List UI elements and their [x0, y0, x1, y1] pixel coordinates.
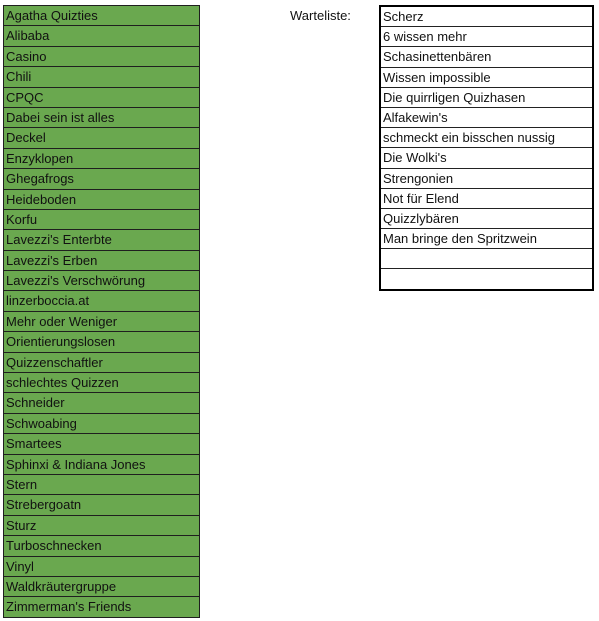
team-cell[interactable]: Enzyklopen [4, 149, 199, 169]
team-cell[interactable]: Heideboden [4, 190, 199, 210]
team-cell[interactable]: Stern [4, 475, 199, 495]
waitlist-cell[interactable] [381, 269, 592, 288]
team-cell[interactable]: Casino [4, 47, 199, 67]
team-cell[interactable]: Quizzenschaftler [4, 353, 199, 373]
waitlist-cell[interactable]: Not für Elend [381, 189, 592, 209]
team-cell[interactable]: Schneider [4, 393, 199, 413]
team-cell[interactable]: Deckel [4, 128, 199, 148]
team-cell[interactable]: Alibaba [4, 26, 199, 46]
waitlist-cell[interactable] [381, 249, 592, 269]
team-cell[interactable]: Strebergoatn [4, 495, 199, 515]
team-cell[interactable]: schlechtes Quizzen [4, 373, 199, 393]
team-cell[interactable]: Sturz [4, 516, 199, 536]
waitlist-label: Warteliste: [290, 8, 351, 23]
team-cell[interactable]: Lavezzi's Erben [4, 251, 199, 271]
team-cell[interactable]: Lavezzi's Enterbte [4, 230, 199, 250]
waitlist-cell[interactable]: Wissen impossible [381, 68, 592, 88]
team-cell[interactable]: Turboschnecken [4, 536, 199, 556]
waitlist-cell[interactable]: 6 wissen mehr [381, 27, 592, 47]
waitlist-cell[interactable]: Alfakewin's [381, 108, 592, 128]
team-cell[interactable]: Smartees [4, 434, 199, 454]
team-cell[interactable]: Orientierungslosen [4, 332, 199, 352]
team-cell[interactable]: Mehr oder Weniger [4, 312, 199, 332]
team-cell[interactable]: CPQC [4, 88, 199, 108]
waitlist-cell[interactable]: Schasinettenbären [381, 47, 592, 67]
team-cell[interactable]: Chili [4, 67, 199, 87]
team-cell[interactable]: Vinyl [4, 557, 199, 577]
waitlist-table [379, 5, 594, 291]
waitlist-cell[interactable]: Strengonien [381, 169, 592, 189]
waitlist-cell[interactable]: Die quirrligen Quizhasen [381, 88, 592, 108]
team-cell[interactable]: Sphinxi & Indiana Jones [4, 455, 199, 475]
waitlist-cell[interactable]: Quizzlybären [381, 209, 592, 229]
team-cell[interactable]: Agatha Quizties [4, 6, 199, 26]
team-cell[interactable]: Waldkräutergruppe [4, 577, 199, 597]
team-cell[interactable]: linzerboccia.at [4, 291, 199, 311]
team-cell[interactable]: Korfu [4, 210, 199, 230]
waitlist-cell[interactable]: Die Wolki's [381, 148, 592, 168]
team-cell[interactable]: Ghegafrogs [4, 169, 199, 189]
waitlist-cell[interactable]: Man bringe den Spritzwein [381, 229, 592, 249]
team-cell[interactable]: Lavezzi's Verschwörung [4, 271, 199, 291]
team-cell[interactable]: Schwoabing [4, 414, 199, 434]
waitlist-cell[interactable]: Scherz [381, 7, 592, 27]
team-cell[interactable]: Zimmerman's Friends [4, 597, 199, 617]
team-list [3, 5, 200, 618]
team-cell[interactable]: Dabei sein ist alles [4, 108, 199, 128]
waitlist-cell[interactable]: schmeckt ein bisschen nussig [381, 128, 592, 148]
